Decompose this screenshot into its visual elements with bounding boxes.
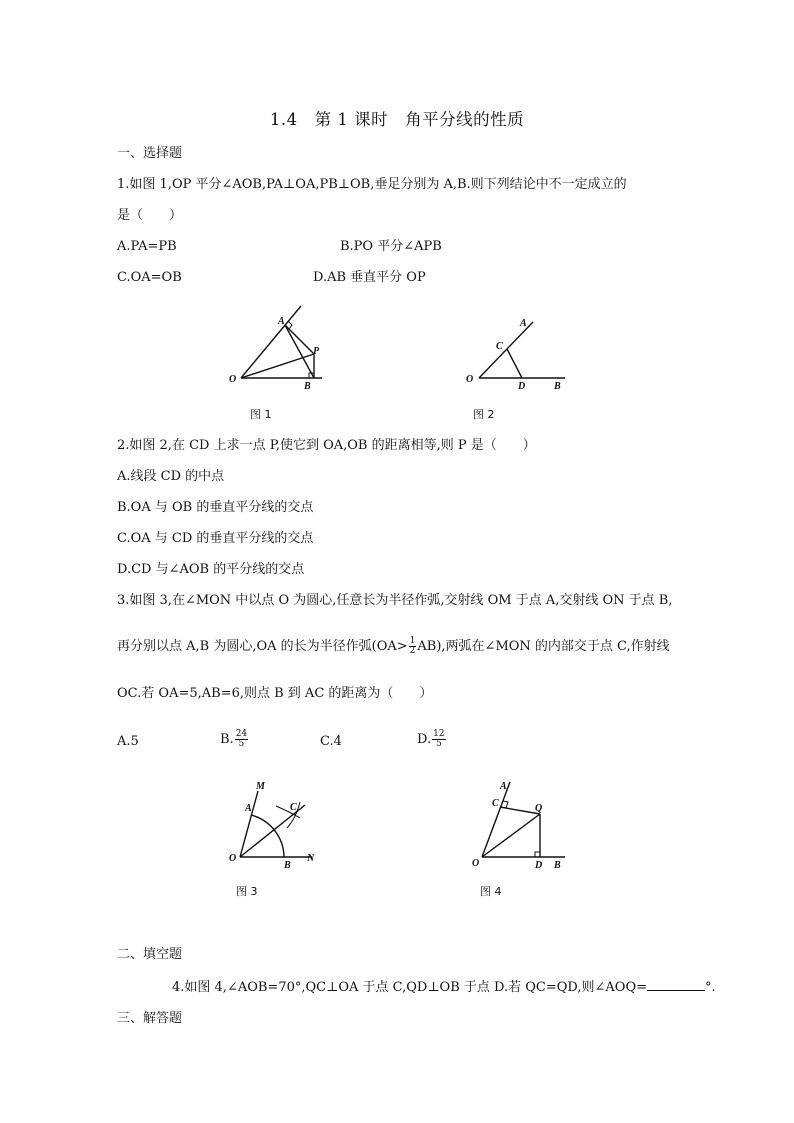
- fig3-label-m: M: [256, 781, 265, 792]
- fig3-label-b: B: [284, 860, 291, 871]
- q3-stem-line1: 3.如图 3,在∠MON 中以点 O 为圆心,任意长为半径作弧,交射线 OM 于点 A,交射线 ON 于点 B,: [117, 593, 673, 608]
- fig3-caption: 图 3: [236, 885, 258, 898]
- q3-frac-num: 1: [409, 636, 416, 646]
- q1-option-b: B.PO 平分∠APB: [340, 239, 442, 254]
- fig2-label-a: A: [520, 318, 527, 329]
- q3-line2-part2: AB),两弧在∠MON 的内部交于点 C,作射线: [417, 639, 670, 654]
- q3-stem-line3: OC.若 OA=5,AB=6,则点 B 到 AC 的距离为（ ）: [117, 686, 433, 701]
- q2-option-d: D.CD 与∠AOB 的平分线的交点: [117, 562, 305, 577]
- fig4-label-a: A: [500, 781, 507, 792]
- q3-option-d-prefix: D.: [417, 732, 432, 747]
- q3-line2-part1: 再分别以点 A,B 为圆心,OA 的长为半径作弧(OA>: [117, 639, 408, 654]
- fig2-caption: 图 2: [473, 408, 495, 421]
- fig3-label-o: O: [229, 853, 237, 864]
- fig1-label-b: B: [304, 381, 311, 392]
- fig4-right-angle-d: [535, 852, 540, 857]
- fig2-ray-oa: [479, 322, 533, 378]
- fig2-label-d: D: [518, 381, 526, 392]
- figure-3: [240, 791, 312, 857]
- q1-body: OP 平分∠AOB,PA⊥OA,PB⊥OB,垂足分别为 A,B.则下列结论中不一定成立的: [171, 177, 627, 192]
- q2-stem: 2.如图 2,在 CD 上求一点 P,使它到 OA,OB 的距离相等,则 P 是（ ）: [117, 438, 536, 453]
- q2-option-b: B.OA 与 OB 的垂直平分线的交点: [117, 500, 314, 515]
- q1-option-a: A.PA=PB: [117, 239, 177, 254]
- fig1-label-a: A: [278, 316, 285, 327]
- q4-text: 4.如图 4,∠AOB=70°,QC⊥OA 于点 C,QD⊥OB 于点 D.若 QC=QD,则∠AOQ=: [172, 980, 647, 995]
- fig2-label-b: B: [554, 381, 561, 392]
- q3-frac-den: 2: [409, 646, 416, 656]
- fig4-label-c: C: [492, 798, 499, 809]
- q3-option-b-num: 24: [235, 729, 248, 739]
- fig4-label-b: B: [554, 860, 561, 871]
- q3-option-d-den: 5: [435, 739, 442, 749]
- q2-option-a: A.线段 CD 的中点: [117, 469, 225, 484]
- fig1-ray-oa: [241, 306, 301, 378]
- fig3-label-c: C: [290, 802, 297, 813]
- q3-option-b-den: 5: [238, 739, 245, 749]
- q3-option-c: C.4: [320, 734, 342, 749]
- section-fill-blank: 二、填空题: [117, 947, 183, 962]
- fig3-label-n: N: [307, 853, 315, 864]
- fig2-label-c: C: [496, 341, 503, 352]
- fig3-ray-om: [240, 791, 258, 857]
- q2-option-c: C.OA 与 CD 的垂直平分线的交点: [117, 531, 314, 546]
- fig4-label-d: D: [535, 860, 543, 871]
- q1-option-d: D.AB 垂直平分 OP: [313, 270, 426, 285]
- fig1-caption: 图 1: [250, 408, 272, 421]
- q3-option-a: A.5: [117, 734, 139, 749]
- q1-stem-line2: 是（ ）: [117, 208, 183, 223]
- q3-option-b-prefix: B.: [220, 732, 234, 747]
- section-choice: 一、选择题: [117, 146, 183, 161]
- fig3-label-a: A: [245, 803, 252, 814]
- fig3-arc-ab: [251, 815, 284, 857]
- fig4-caption: 图 4: [480, 885, 502, 898]
- fig2-segment-cd: [507, 349, 522, 378]
- page-title: 1.4 第 1 课时 角平分线的性质: [269, 110, 525, 129]
- fig4-segment-qc: [500, 807, 540, 814]
- fig1-segment-pa: [285, 325, 314, 354]
- fig2-label-o: O: [466, 374, 474, 385]
- fig1-label-o: O: [229, 374, 237, 385]
- q1-option-c: C.OA=OB: [117, 270, 182, 285]
- figure-4: [482, 782, 565, 857]
- q4-suffix: °.: [705, 980, 716, 995]
- fig4-label-q: Q: [535, 803, 543, 814]
- fig1-segment-ab: [285, 325, 314, 378]
- section-answer: 三、解答题: [117, 1011, 183, 1026]
- fig4-label-o: O: [472, 858, 480, 869]
- q1-prefix: 1.如图 1,: [117, 177, 172, 192]
- q3-option-d-num: 12: [433, 729, 445, 739]
- fig1-label-p: P: [313, 346, 320, 357]
- figure-2: [479, 322, 565, 378]
